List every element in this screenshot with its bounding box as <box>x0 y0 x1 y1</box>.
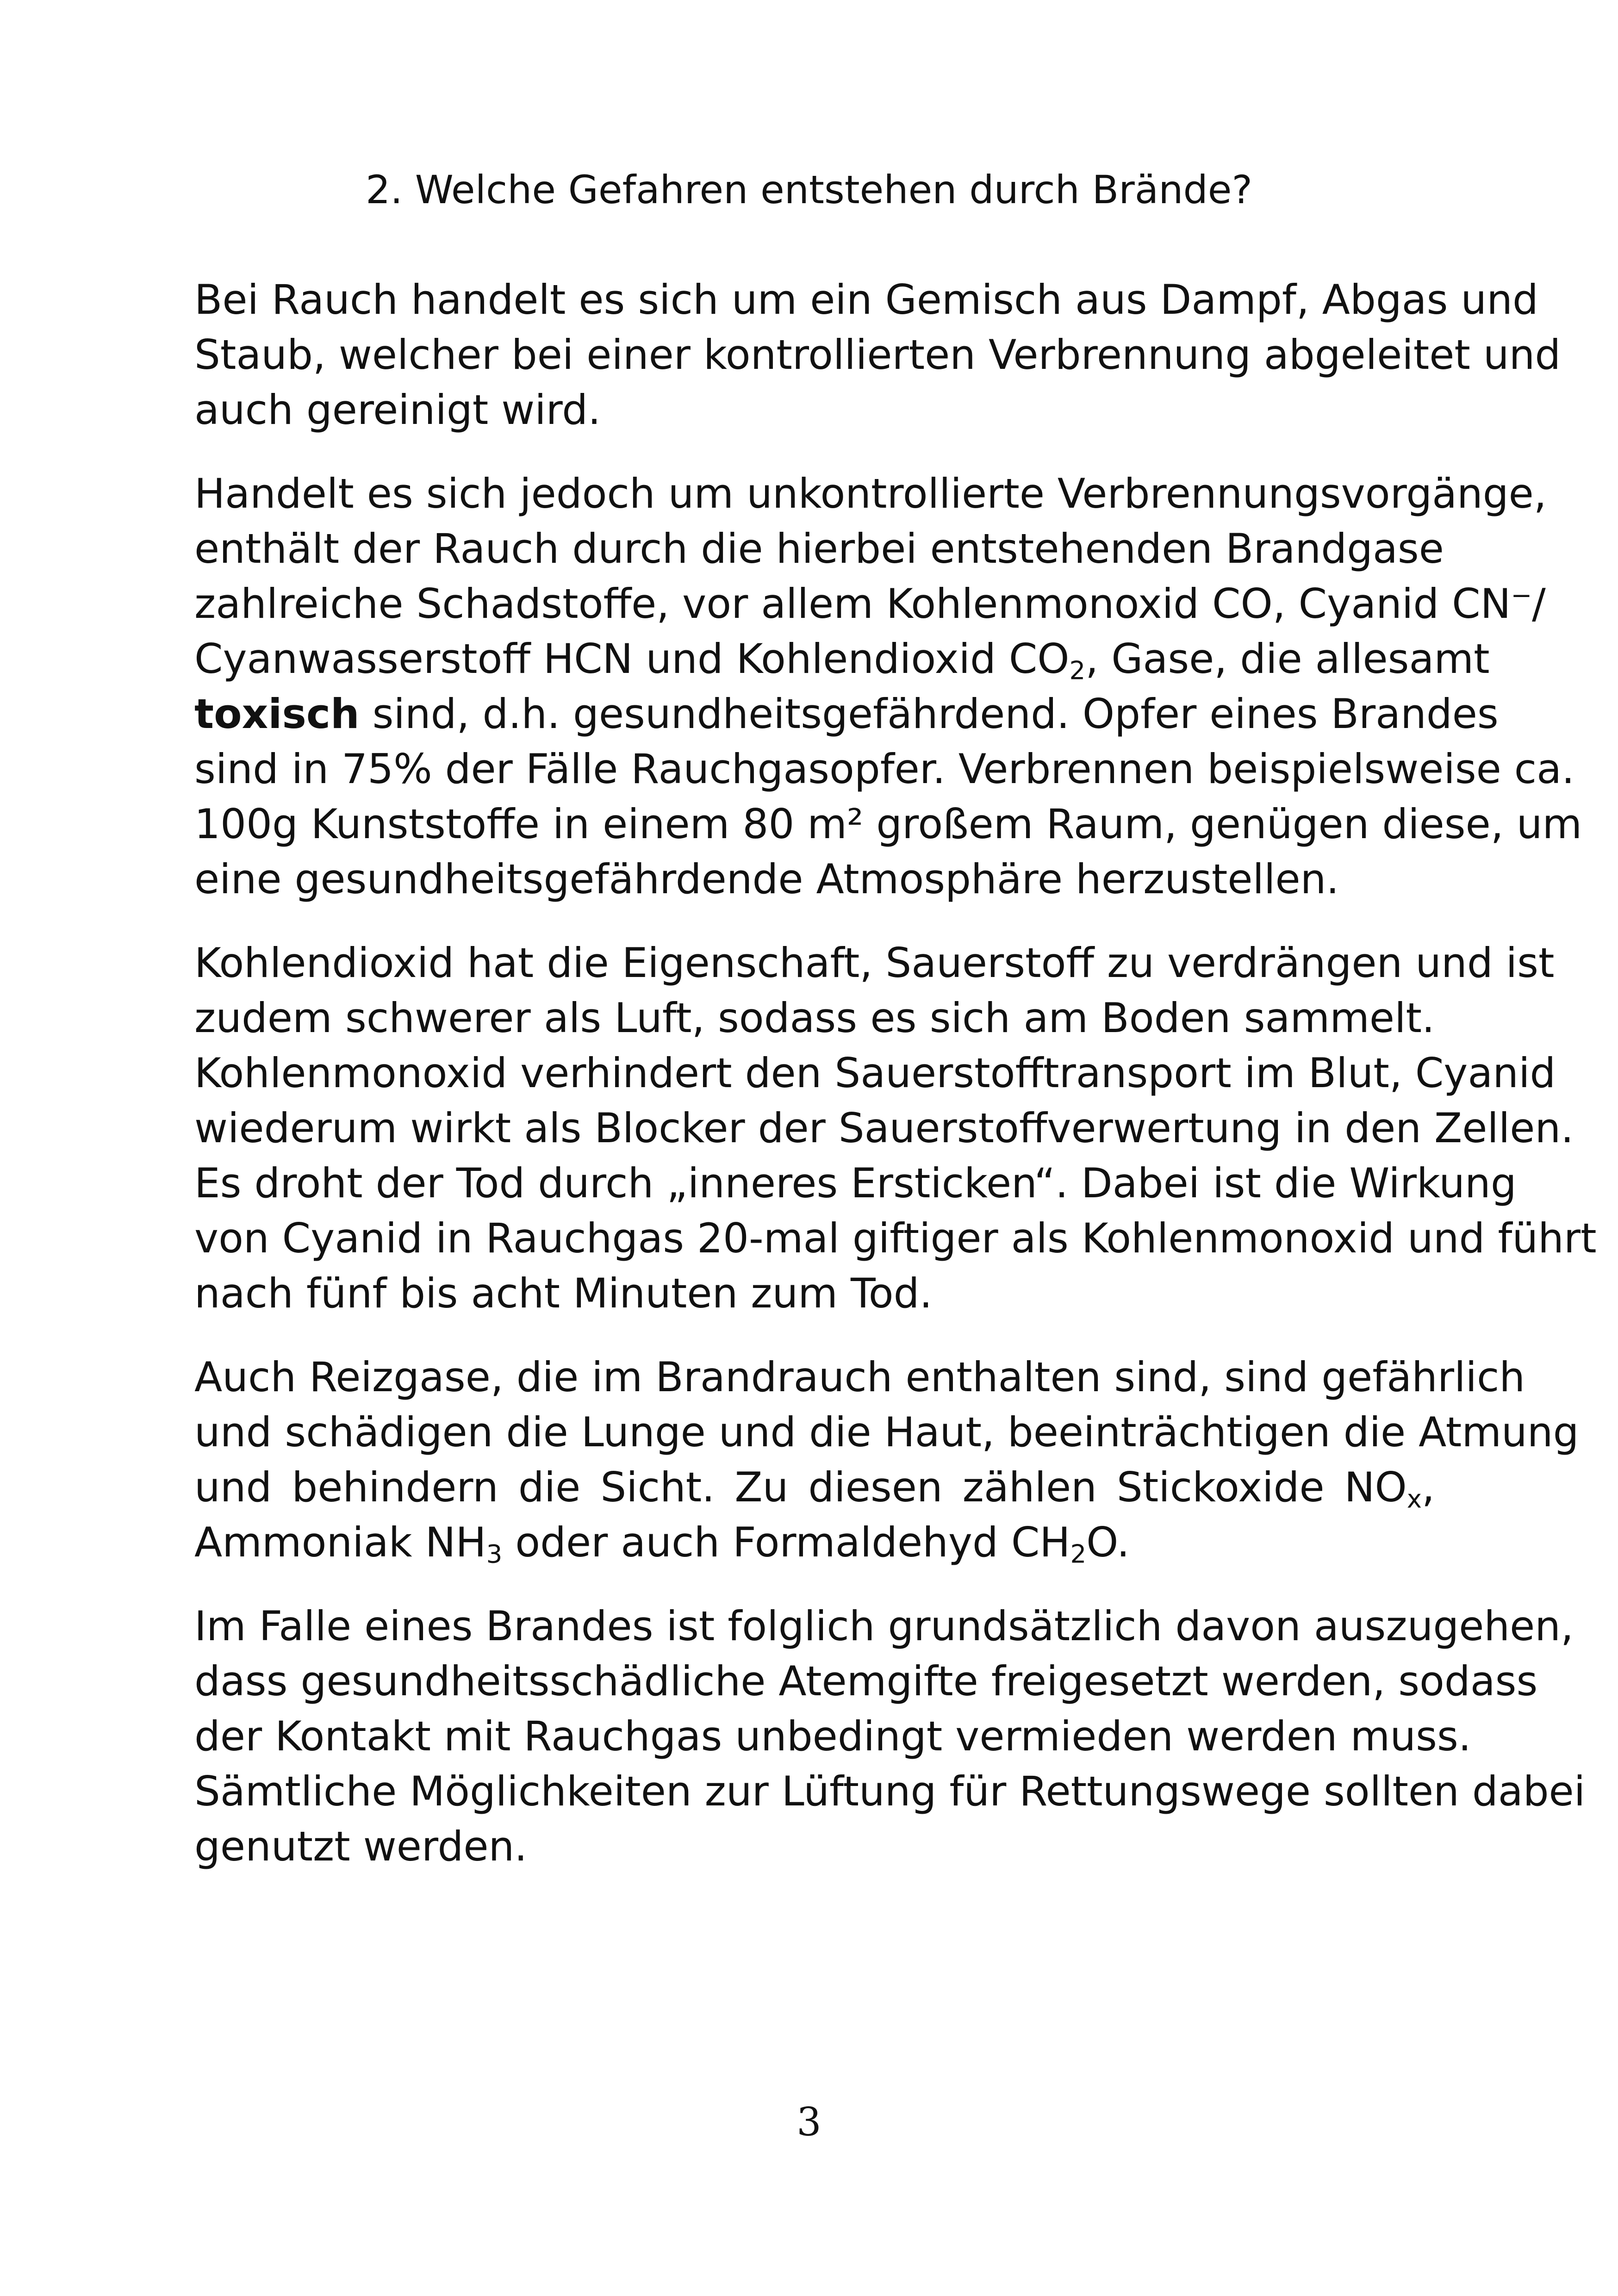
text-line: Staub, welcher bei einer kontrollierten Verbrennung abgeleitet und <box>194 331 1561 379</box>
text-fragment: oder auch Formaldehyd CH <box>502 1518 1070 1566</box>
text-fragment: O. <box>1086 1518 1130 1566</box>
text-line: Kohlenmonoxid verhindert den Sauerstofftransport im Blut, Cyanid <box>194 1049 1556 1097</box>
superscript: − <box>1511 580 1532 610</box>
text-line: der Kontakt mit Rauchgas unbedingt vermieden werden muss. <box>194 1712 1471 1760</box>
paragraph-toxic-gases <box>194 466 1582 907</box>
section-heading: 2. Welche Gefahren entstehen durch Brände? <box>365 167 1253 212</box>
text-line: sind in 75% der Fälle Rauchgasopfer. Verbrennen beispielsweise ca. <box>194 745 1575 793</box>
text-line: enthält der Rauch durch die hierbei entstehenden Brandgase <box>194 525 1444 572</box>
text-fragment: Ammoniak NH <box>194 1518 486 1566</box>
text-line: Handelt es sich jedoch um unkontrollierte Verbrennungsvorgänge, <box>194 470 1547 517</box>
bold-term: toxisch <box>194 690 360 738</box>
text-fragment: und behindern die Sicht. Zu diesen zählen Stickoxide NO <box>194 1463 1407 1511</box>
subscript: 2 <box>1069 655 1086 685</box>
text-line: und schädigen die Lunge und die Haut, beeinträchtigen die Atmung <box>194 1408 1579 1456</box>
text-fragment: , <box>1422 1463 1435 1511</box>
text-line: wiederum wirkt als Blocker der Sauerstoffverwertung in den Zellen. <box>194 1104 1574 1152</box>
text-line <box>194 686 1499 741</box>
text-line: dass gesundheitsschädliche Atemgifte freigesetzt werden, sodass <box>194 1657 1538 1705</box>
text-line: Sämtliche Möglichkeiten zur Lüftung für Rettungswege sollten dabei <box>194 1767 1586 1815</box>
subscript: 2 <box>1070 1539 1087 1569</box>
text-line: genutzt werden. <box>194 1823 528 1870</box>
text-line: Kohlendioxid hat die Eigenschaft, Sauerstoff zu verdrängen und ist <box>194 939 1555 987</box>
text-fragment: / <box>1532 580 1546 628</box>
text-fragment: Cyanwasserstoff HCN und Kohlendioxid CO <box>194 635 1070 683</box>
text-line: zudem schwerer als Luft, sodass es sich am Boden sammelt. <box>194 994 1435 1042</box>
text-line: Auch Reizgase, die im Brandrauch enthalten sind, sind gefährlich <box>194 1353 1525 1401</box>
paragraph-smoke-definition <box>194 272 1561 437</box>
text-line: nach fünf bis acht Minuten zum Tod. <box>194 1269 933 1317</box>
text-line: Bei Rauch handelt es sich um ein Gemisch aus Dampf, Abgas und <box>194 276 1538 324</box>
text-line: auch gereinigt wird. <box>194 386 601 434</box>
text-fragment: , Gase, die allesamt <box>1085 635 1490 683</box>
text-line <box>194 1460 1435 1515</box>
text-line <box>194 1515 1435 1570</box>
body-text <box>194 272 1597 1903</box>
text-line: eine gesundheitsgefährdende Atmosphäre herzustellen. <box>194 855 1339 903</box>
paragraph-conclusion <box>194 1599 1586 1874</box>
text-line <box>194 576 1546 631</box>
text-line: Im Falle eines Brandes ist folglich grundsätzlich davon auszugehen, <box>194 1602 1574 1650</box>
text-fragment: sind, d.h. gesundheitsgefährdend. Opfer eines Brandes <box>359 690 1499 738</box>
text-line: 100g Kunststoffe in einem 80 m² großem Raum, genügen diese, um <box>194 800 1582 848</box>
subscript: x <box>1406 1484 1422 1514</box>
subscript: 3 <box>486 1539 503 1569</box>
paragraph-irritant-gases <box>194 1350 1579 1570</box>
text-fragment: zahlreiche Schadstoffe, vor allem Kohlenmonoxid CO, Cyanid CN <box>194 580 1511 628</box>
paragraph-gas-effects <box>194 935 1597 1321</box>
text-line: Es droht der Tod durch „inneres Ersticken“. Dabei ist die Wirkung <box>194 1159 1517 1207</box>
text-line <box>194 631 1490 686</box>
text-line: von Cyanid in Rauchgas 20-mal giftiger als Kohlenmonoxid und führt <box>194 1214 1597 1262</box>
page-number: 3 <box>797 2099 821 2145</box>
